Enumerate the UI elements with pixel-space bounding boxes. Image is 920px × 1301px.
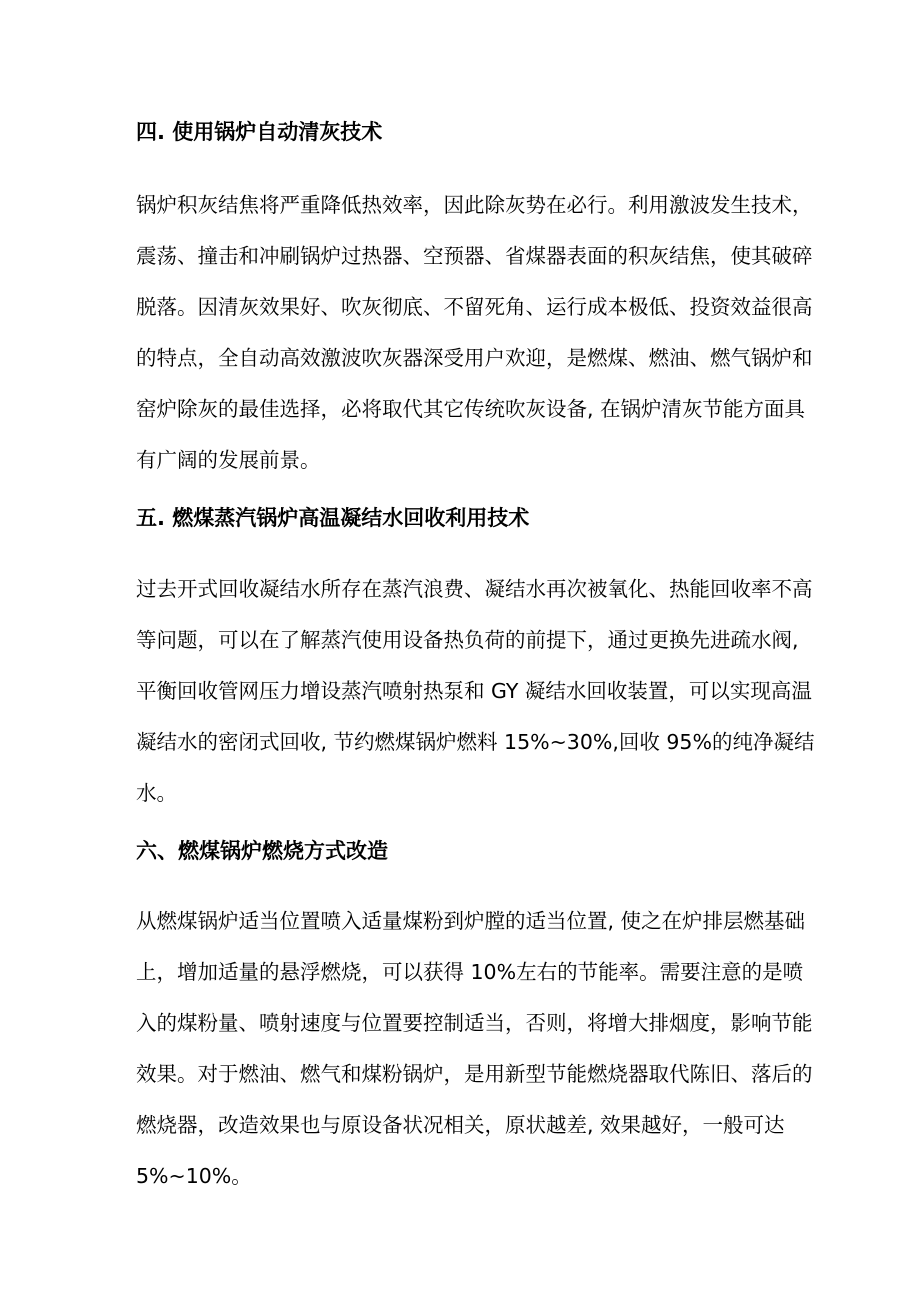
paragraph-line: 窑炉除灰的最佳选择，必将取代其它传统吹灰设备, 在锅炉清灰节能方面具: [136, 397, 806, 421]
paragraph-line: 5%~10%。: [136, 1164, 252, 1188]
paragraph-line: 有广阔的发展前景。: [136, 448, 321, 472]
paragraph-line: 燃烧器，改造效果也与原设备状况相关，原状越差, 效果越好，一般可达: [136, 1113, 785, 1137]
paragraph-line: 脱落。因清灰效果好、吹灰彻底、不留死角、运行成本极低、投资效益很高: [136, 295, 813, 319]
paragraph-line: 效果。对于燃油、燃气和煤粉锅炉，是用新型节能燃烧器取代陈旧、落后的: [136, 1062, 813, 1086]
paragraph-line: 的特点，全自动高效激波吹灰器深受用户欢迎，是燃煤、燃油、燃气锅炉和: [136, 346, 813, 370]
section-heading-6: 六、燃煤锅炉燃烧方式改造: [136, 839, 388, 863]
paragraph-line: 水。: [136, 781, 177, 805]
section-heading-4: 四. 使用锅炉自动清灰技术: [136, 120, 383, 144]
paragraph-line: 入的煤粉量、喷射速度与位置要控制适当，否则，将增大排烟度，影响节能: [136, 1011, 813, 1035]
section-heading-5: 五. 燃煤蒸汽锅炉高温凝结水回收利用技术: [136, 506, 530, 530]
section-paragraph-4: [136, 180, 813, 486]
paragraph-line: 从燃煤锅炉适当位置喷入适量煤粉到炉膛的适当位置, 使之在炉排层燃基础: [136, 909, 806, 933]
paragraph-line: 震荡、撞击和冲刷锅炉过热器、空预器、省煤器表面的积灰结焦，使其破碎: [136, 244, 813, 268]
paragraph-line: 过去开式回收凝结水所存在蒸汽浪费、凝结水再次被氧化、热能回收率不高: [136, 577, 813, 601]
paragraph-line: 上，增加适量的悬浮燃烧，可以获得 10%左右的节能率。需要注意的是喷: [136, 960, 804, 984]
paragraph-line: 平衡回收管网压力增设蒸汽喷射热泵和 GY 凝结水回收装置，可以实现高温: [136, 679, 812, 703]
paragraph-line: 凝结水的密闭式回收, 节约燃煤锅炉燃料 15%~30%,回收 95%的纯净凝结: [136, 730, 815, 754]
paragraph-line: 锅炉积灰结焦将严重降低热效率，因此除灰势在必行。利用激波发生技术，: [136, 193, 813, 217]
section-paragraph-5: [136, 564, 814, 819]
paragraph-line: 等问题，可以在了解蒸汽使用设备热负荷的前提下，通过更换先进疏水阀,: [136, 628, 799, 652]
section-paragraph-6: [136, 896, 813, 1202]
